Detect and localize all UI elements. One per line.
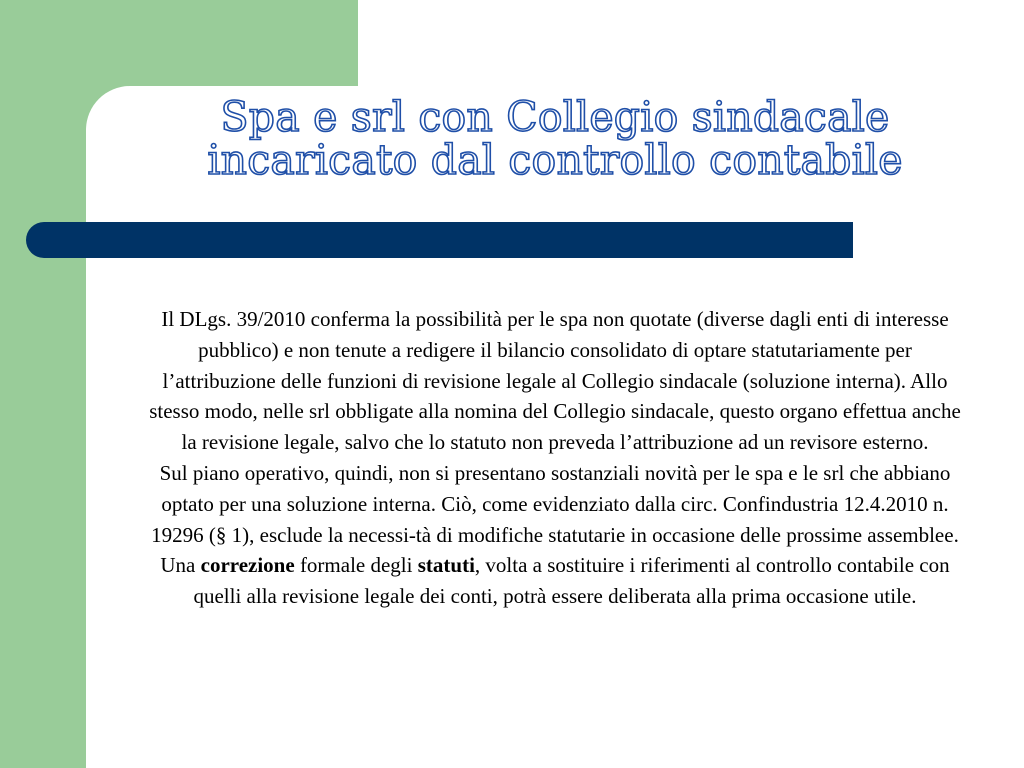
slide-body (140, 304, 970, 612)
paragraph-2-middle: formale degli (294, 553, 418, 578)
body-paragraph-1: Il DLgs. 39/2010 conferma la possibilità per le spa non quotate (diverse dagli enti di interesse pubblico) e non tenute a redigere il bilancio consolidato di optare statutariamente per l’attribuzione delle funzioni di revisione legale al Collegio sindacale (soluzione interna). Allo stesso modo, nelle srl obbligate alla nomina del Collegio sindacale, questo organo effettua anche la revisione legale, salvo che lo statuto non preveda l’attribuzione ad un revisore esterno. (149, 307, 961, 455)
slide-title (110, 93, 1000, 185)
body-paragraph-2 (140, 458, 970, 612)
title-line-1: Spa e srl con Collegio sindacale (220, 93, 890, 141)
title-underline-bar (26, 222, 853, 258)
paragraph-2-end: , volta a sostituire i riferimenti al controllo contabile con quelli alla revisione legale dei conti, potrà essere deliberata alla prima occasione utile. (193, 553, 950, 609)
bold-term-statuti: statuti (417, 553, 475, 578)
title-line-2: incaricato dal controllo contabile (207, 136, 903, 185)
bold-term-correzione: correzione (200, 553, 295, 578)
paragraph-2-start: Sul piano operativo, quindi, non si presentano sostanziali novità per le spa e le srl che abbiano optato per una soluzione interna. Ciò, come evidenziato dalla circ. Confindustria 12.4.2010 n. 19296 (§ 1), esclude la necessi-tà di modifiche statutarie in occasione delle prossime assemblee. Una (151, 460, 959, 578)
